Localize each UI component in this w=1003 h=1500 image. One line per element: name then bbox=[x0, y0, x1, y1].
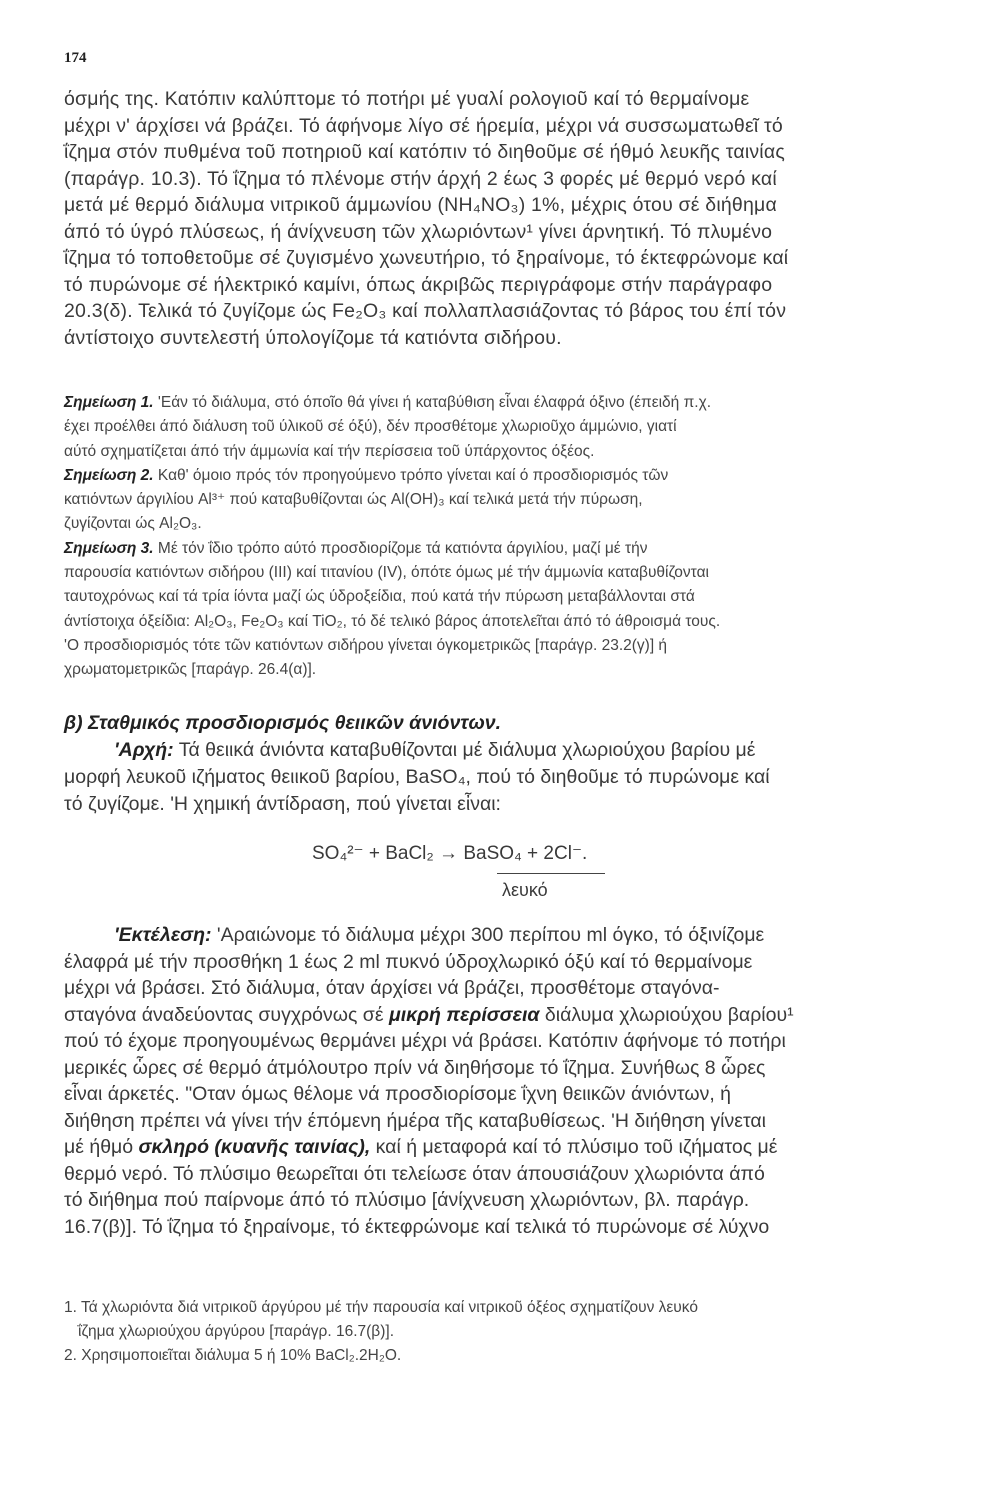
note-2-line: ζυγίζονται ώς Al₂O₃. bbox=[64, 515, 202, 533]
note-2-line bbox=[64, 464, 944, 488]
note-3-line: άντίστοιχα όξείδια: Al₂O₃, Fe₂O₃ καί TiO₂, τό δέ τελικό βάρος άποτελεῖται άπό τό άθροισμά τους. bbox=[64, 612, 721, 630]
execution-text: 'Αραιώνομε τό διάλυμα μέχρι 300 περίπου ml όγκο, τό όξινίζομε bbox=[211, 924, 765, 946]
main-paragraph bbox=[64, 86, 944, 351]
note-2-text: Καθ' όμοιο πρός τόν προηγούμενο τρόπο γίνεται καί ό προσδιορισμός τῶν bbox=[153, 466, 669, 484]
note-1-label: Σημείωση 1. bbox=[64, 394, 154, 411]
page-number: 174 bbox=[64, 50, 87, 66]
execution-text: καί ή μεταφορά καί τό πλύσιμο τοῦ ιζήματος μέ bbox=[370, 1136, 778, 1158]
principle-line: μορφή λευκοῦ ιζήματος θειικοῦ βαρίου, BaSO₄, πού τό διηθοῦμε τό πυρώνομε καί bbox=[64, 766, 770, 788]
note-3-label: Σημείωση 3. bbox=[64, 539, 154, 557]
note-2-label: Σημείωση 2. bbox=[64, 466, 154, 484]
equation-product-label: λευκό bbox=[502, 880, 548, 900]
text-line: ΐζημα τό τοποθετοῦμε σέ ζυγισμένο χωνευτήριο, τό ξηραίνομε, τό έκτεφρώνομε καί bbox=[64, 247, 789, 269]
note-1-text: 'Εάν τό διάλυμα, στό όποῖο θά γίνει ή καταβύθιση εἶναι έλαφρά όξινο (έπειδή π.χ. bbox=[153, 394, 712, 411]
principle-label: 'Αρχή: bbox=[114, 739, 174, 761]
text-line: άντίστοιχο συντελεστή ύπολογίζομε τά κατιόντα σιδήρου. bbox=[64, 326, 562, 349]
section-title: β) Σταθμικός προσδιορισμός θειικῶν άνιόντων. bbox=[64, 712, 502, 734]
note-3-line: ταυτοχρόνως καί τά τρία ίόντα μαζί ώς ύδροξείδια, πού κατά τήν πύρωση μεταβάλλονται στά bbox=[64, 588, 695, 606]
notes-section bbox=[64, 391, 944, 683]
emphasis-text: σκληρό (κυανῆς ταινίας), bbox=[138, 1136, 371, 1158]
equation-underline bbox=[497, 873, 605, 874]
principle-line: τό ζυγίζομε. 'Η χημική άντίδραση, πού γίνεται εἶναι: bbox=[64, 793, 501, 815]
note-1-line: έχει προέλθει άπό διάλυση τοῦ ύλικοῦ σέ όξύ), δέν προσθέτομε χλωριοῦχο άμμώνιο, γιατί bbox=[64, 418, 677, 436]
note-3-line bbox=[64, 537, 944, 561]
execution-line: πού τό έχομε προηγουμένως θερμάνει μέχρι νά βράσει. Κατόπιν άφήνομε τό ποτήρι bbox=[64, 1030, 786, 1052]
note-3-line: χρωματομετρικῶς [παράγρ. 26.4(α)]. bbox=[64, 661, 317, 679]
execution-line: έλαφρά μέ τήν προσθήκη 1 έως 2 ml πυκνό ύδροχλωρικό όξύ καί τό θερμαίνομε bbox=[64, 950, 753, 973]
execution-text: διάλυμα χλωριούχου βαρίου¹ bbox=[539, 1003, 794, 1026]
principle-line bbox=[64, 737, 944, 764]
note-1-line: αύτό σχηματίζεται άπό τήν άμμωνία καί τήν περίσσεια τοῦ ύπάρχοντος όξέος. bbox=[64, 442, 595, 460]
text-line: τό πυρώνομε σέ ήλεκτρικό καμίνι, όπως άκριβῶς περιγράφομε στήν παράγραφο bbox=[64, 273, 773, 296]
note-2-line: κατιόντων άργιλίου Al³⁺ πού καταβυθίζονται ώς Al(OH)₃ καί τελικά μετά τήν πύρωση, bbox=[64, 491, 643, 509]
execution-line: εἶναι άρκετές. "Οταν όμως θέλομε νά προσδιορίσομε ΐχνη θειικῶν άνιόντων, ή bbox=[64, 1083, 732, 1105]
text-line: μετά μέ θερμό διάλυμα νιτρικοῦ άμμωνίου (NH₄NO₃) 1%, μέχρις ότου σέ διήθημα bbox=[64, 194, 777, 216]
execution-text: σταγόνα άναδεύοντας συγχρόνως σέ bbox=[64, 1003, 389, 1026]
execution-line bbox=[64, 922, 944, 949]
execution-line: μερικές ὧρες σέ θερμό άτμόλουτρο πρίν νά διηθήσομε τό ΐζημα. Συνήθως 8 ὧρες bbox=[64, 1056, 766, 1079]
execution-line: θερμό νερό. Τό πλύσιμο θεωρεῖται ότι τελείωσε όταν άπουσιάζουν χλωριόντα άπό bbox=[64, 1162, 765, 1185]
emphasis-text: μικρή περίσσεια bbox=[388, 1003, 540, 1026]
execution-line: 16.7(β)]. Τό ΐζημα τό ξηραίνομε, τό έκτεφρώνομε καί τελικά τό πυρώνομε σέ λύχνο bbox=[64, 1215, 770, 1238]
execution-label: 'Εκτέλεση: bbox=[114, 924, 212, 946]
execution-line bbox=[64, 1134, 944, 1161]
execution-text: μέ ήθμό bbox=[64, 1136, 139, 1158]
footnote-1-cont: ΐζημα χλωριούχου άργύρου [παράγρ. 16.7(β)]. bbox=[78, 1323, 394, 1340]
principle-text: Τά θειικά άνιόντα καταβυθίζονται μέ διάλυμα χλωριούχου βαρίου μέ bbox=[173, 739, 756, 761]
execution-line: μέχρι νά βράσει. Στό διάλυμα, όταν άρχίσει νά βράζει, προσθέτομε σταγόνα- bbox=[64, 977, 720, 999]
execution-line: τό διήθημα πού παίρνομε άπό τό πλύσιμο [άνίχνευση χλωριόντων, βλ. παράγρ. bbox=[64, 1189, 750, 1211]
note-3-text: Μέ τόν ΐδιο τρόπο αύτό προσδιορίζομε τά κατιόντα άργιλίου, μαζί μέ τήν bbox=[153, 539, 648, 557]
text-line: ΐζημα στόν πυθμένα τοῦ ποτηριοῦ καί κατόπιν τό διηθοῦμε σέ ήθμό λευκῆς ταινίας bbox=[64, 141, 785, 163]
chemical-equation bbox=[312, 842, 588, 900]
text-line: μέχρι ν' άρχίσει νά βράζει. Τό άφήνομε λίγο σέ ήρεμία, μέχρι νά συσσωματωθεῖ τό bbox=[64, 114, 783, 137]
text-line: άπό τό ύγρό πλύσεως, ή άνίχνευση τῶν χλωριόντων¹ γίνει άρνητική. Τό πλυμένο bbox=[64, 220, 773, 243]
text-line: (παράγρ. 10.3). Τό ΐζημα τό πλένομε στήν άρχή 2 έως 3 φορές μέ θερμό νερό καί bbox=[64, 167, 777, 190]
footnote-2: 2. Χρησιμοποιεῖται διάλυμα 5 ή 10% BaCl₂.2H₂O. bbox=[64, 1347, 402, 1364]
execution-section bbox=[64, 922, 944, 1240]
text-line: όσμής της. Κατόπιν καλύπτομε τό ποτήρι μέ γυαλί ρολογιοῦ καί τό θερμαίνομε bbox=[64, 88, 750, 110]
text-line: 20.3(δ). Τελικά τό ζυγίζομε ώς Fe₂O₃ καί πολλαπλασιάζοντας τό βάρος του έπί τόν bbox=[64, 300, 787, 322]
section-b bbox=[64, 710, 944, 818]
equation-text: SO₄²⁻ + BaCl₂ → BaSO₄ + 2Cl⁻. bbox=[312, 843, 588, 864]
note-3-line: 'Ο προσδιορισμός τότε τῶν κατιόντων σιδήρου γίνεται όγκομετρικῶς [παράγρ. 23.2(γ)] ή bbox=[64, 636, 668, 654]
footnotes bbox=[64, 1296, 944, 1368]
execution-line: διήθηση πρέπει νά γίνει τήν έπόμενη ήμέρα τῆς καταβυθίσεως. 'Η διήθηση γίνεται bbox=[64, 1109, 766, 1132]
footnote-1: 1. Τά χλωριόντα διά νιτρικοῦ άργύρου μέ τήν παρουσία καί νιτρικοῦ όξέος σχηματίζουν λευκό bbox=[64, 1299, 698, 1316]
note-1-line bbox=[64, 391, 944, 415]
execution-line bbox=[64, 1002, 944, 1029]
note-3-line: παρουσία κατιόντων σιδήρου (ΙΙΙ) καί τιτανίου (IV), όπότε όμως μέ τήν άμμωνία καταβυθίζονται bbox=[64, 564, 709, 582]
